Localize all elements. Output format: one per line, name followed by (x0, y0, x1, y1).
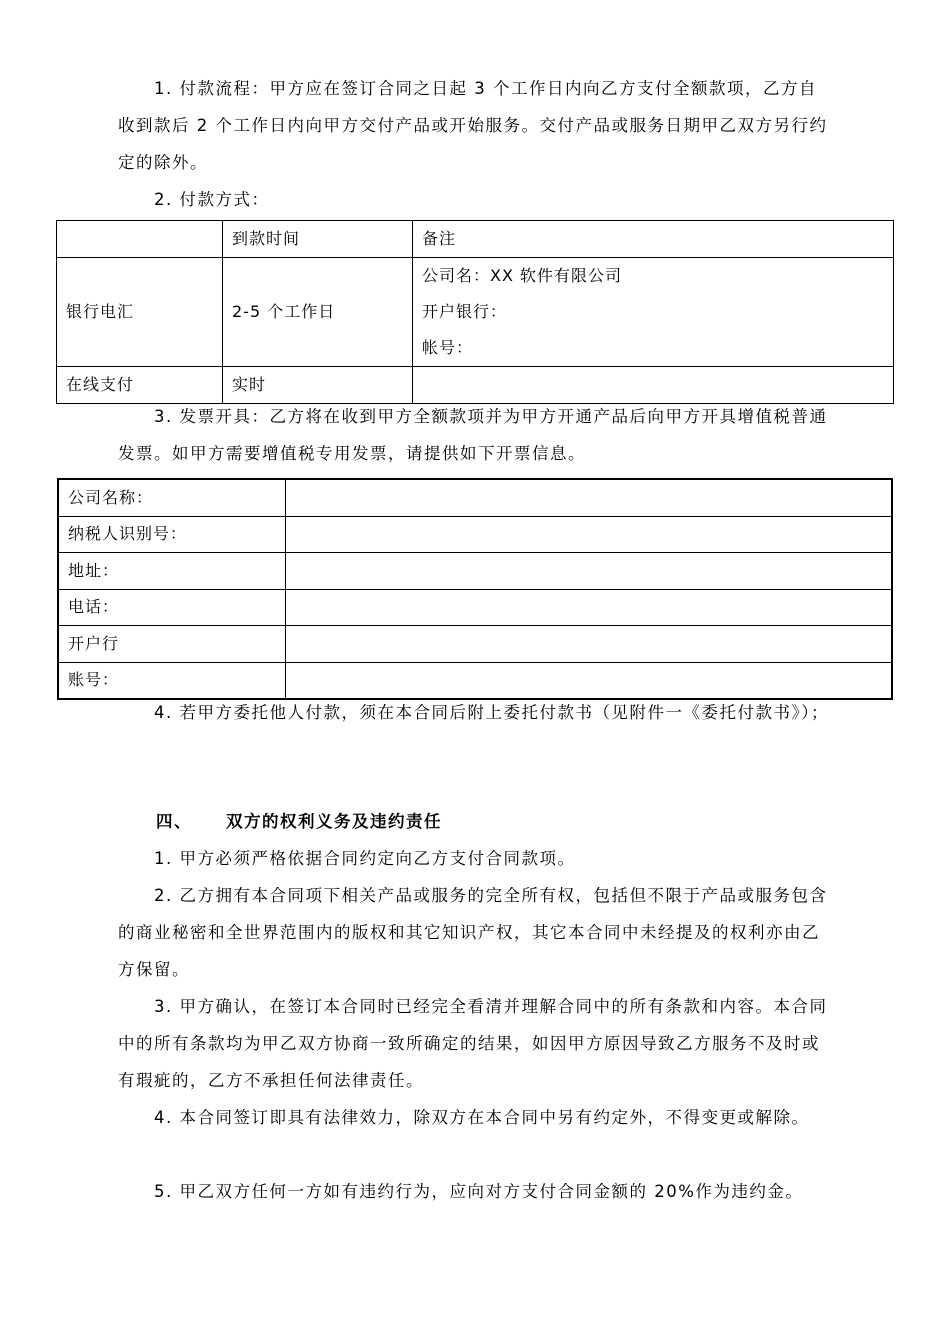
obligation-clause-5: 5. 甲乙双方任何一方如有违约行为，应向对方支付合同金额的 20%作为违约金。 (154, 1182, 804, 1201)
label-bank: 开户行 (58, 626, 285, 663)
label-taxpayer-id: 纳税人识别号： (58, 516, 285, 553)
payment-process-clause: 1. 付款流程：甲方应在签订合同之日起 3 个工作日内向乙方支付全额款项，乙方自收到款后 2 个工作日内向甲方交付产品或开始服务。交付产品或服务日期甲乙双方另行约定的除外。 (118, 79, 828, 172)
obligation-clause-2: 2. 乙方拥有本合同项下相关产品或服务的完全所有权，包括但不限于产品或服务包含的商业秘密和全世界范围内的版权和其它知识产权，其它本合同中未经提及的权利亦由乙方保留。 (118, 886, 828, 979)
section-title: 双方的权利义务及违约责任 (226, 812, 442, 831)
table-row (58, 553, 892, 590)
entrusted-payment-clause: 4. 若甲方委托他人付款，须在本合同后附上委托付款书（见附件一《委托付款书》）； (154, 703, 829, 722)
invoice-info-table (57, 478, 893, 700)
table-header-row (57, 221, 894, 258)
account-note: 帐号： (422, 338, 474, 357)
table-row (58, 516, 892, 553)
table-row (58, 479, 892, 516)
time-cell: 实时 (223, 367, 413, 404)
label-address: 地址： (58, 553, 285, 590)
table-row (58, 626, 892, 663)
invoice-clause: 3. 发票开具：乙方将在收到甲方全额款项并为甲方开通产品后向甲方开具增值税普通发票。如甲方需要增值税专用发票，请提供如下开票信息。 (118, 407, 828, 463)
label-account: 账号： (58, 662, 285, 699)
header-cell-empty (57, 221, 223, 258)
table-row (57, 258, 894, 367)
section-heading (156, 803, 442, 840)
bank-note: 开户银行： (422, 302, 508, 321)
header-cell-notes: 备注 (413, 221, 894, 258)
time-cell: 2-5 个工作日 (223, 258, 413, 367)
company-name-note: 公司名：XX 软件有限公司 (422, 266, 623, 285)
obligation-clause-3: 3. 甲方确认，在签订本合同时已经完全看清并理解合同中的所有条款和内容。本合同中的所有条款均为甲乙双方协商一致所确定的结果，如因甲方原因导致乙方服务不及时或有瑕疵的，乙方不承担任何法律责任。 (118, 997, 828, 1090)
value-company-name[interactable] (285, 479, 892, 516)
table-row (58, 589, 892, 626)
section-number: 四、 (156, 812, 192, 831)
obligation-clause-4: 4. 本合同签订即具有法律效力，除双方在本合同中另有约定外，不得变更或解除。 (154, 1108, 810, 1127)
value-bank[interactable] (285, 626, 892, 663)
label-company-name: 公司名称： (58, 479, 285, 516)
method-cell: 银行电汇 (57, 258, 223, 367)
value-address[interactable] (285, 553, 892, 590)
obligation-clause-1: 1. 甲方必须严格依据合同约定向乙方支付合同款项。 (154, 849, 576, 868)
payment-method-label: 2. 付款方式： (154, 190, 270, 209)
value-phone[interactable] (285, 589, 892, 626)
header-cell-arrival-time: 到款时间 (223, 221, 413, 258)
notes-cell (413, 258, 894, 367)
payment-method-table (56, 220, 894, 404)
method-cell: 在线支付 (57, 367, 223, 404)
value-taxpayer-id[interactable] (285, 516, 892, 553)
label-phone: 电话： (58, 589, 285, 626)
